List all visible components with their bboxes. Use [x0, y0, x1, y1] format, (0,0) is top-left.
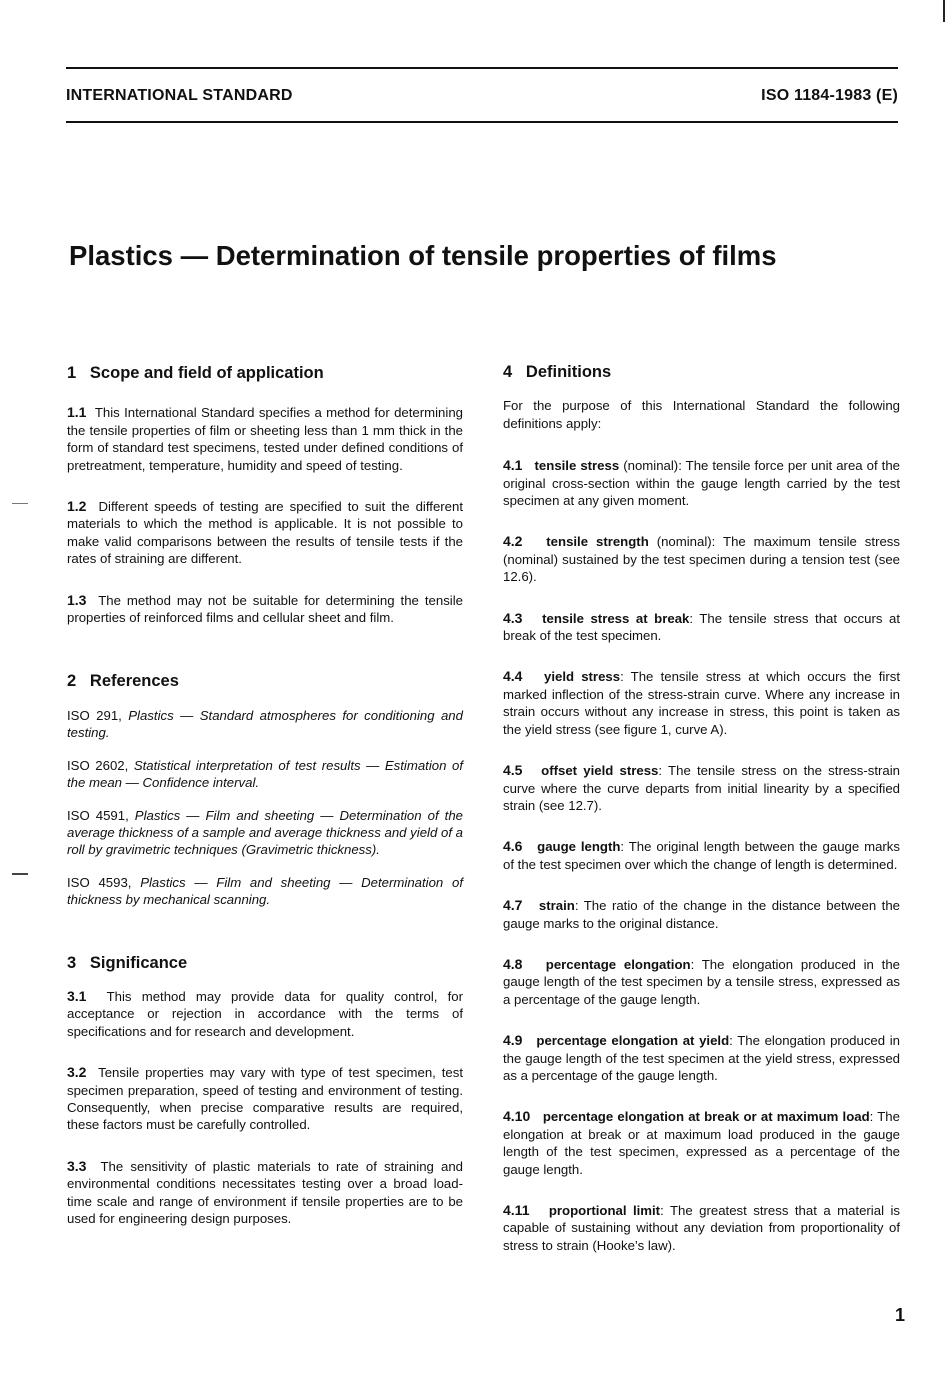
scan-margin-mark	[12, 873, 28, 875]
paragraph-text: Different speeds of testing are specified to suit the different materials to which the method is applicable. It is not possible to make valid comparisons between the results of tensile tests if the rates of straining are different.	[67, 499, 464, 567]
definition-4-4	[503, 668, 900, 738]
defined-term: percentage elongation	[545, 956, 691, 972]
clause-number: 4.9	[503, 1032, 523, 1049]
definition-text: (nominal): The maximum tensile stress (nominal) sustained by the test specimen during a tension test (see 12.6).	[503, 534, 900, 585]
definition-text: : The original length between the gauge marks of the test specimen over which the change of length is determined.	[503, 839, 900, 872]
reference-iso-4591	[67, 807, 463, 859]
clause-number: 3.1	[67, 987, 87, 1004]
document-title: Plastics — Determination of tensile properties of films	[69, 240, 777, 271]
page-number: 1	[895, 1305, 906, 1325]
section-heading-scope: 1 Scope and field of application	[67, 364, 324, 382]
definition-4-8	[503, 956, 900, 1008]
definition-4-9	[503, 1032, 900, 1084]
definition-4-7	[503, 897, 900, 932]
clause-number: 4.2	[503, 533, 523, 550]
paragraph-1-1	[67, 404, 463, 474]
definition-4-3	[503, 610, 900, 645]
definition-text: : The tensile stress that occurs at break of the test specimen.	[503, 610, 900, 644]
reference-iso-291	[67, 707, 463, 742]
defined-term: tensile strength	[546, 534, 649, 550]
definition-text: : The elongation at break or at maximum load produced in the gauge length of the test specimen, expressed as a percentage of the gauge length.	[503, 1109, 900, 1177]
section-heading-references: 2 References	[67, 672, 179, 691]
reference-iso-2602	[67, 757, 463, 792]
paragraph-text: This International Standard specifies a method for determining the tensile properties of film or sheeting less than 1 mm thick in the form of standard test specimens, tested under defined conditions of pretreatment, temperature, humidity and speed of testing.	[67, 405, 463, 473]
definition-text: (nominal): The tensile force per unit area of the original cross-section within the gauge length carried by the test specimen at any given moment.	[503, 458, 900, 509]
definition-4-10	[503, 1108, 900, 1178]
defined-term: proportional limit	[548, 1203, 661, 1218]
paragraph-1-3	[67, 592, 463, 627]
reference-code: ISO 291,	[67, 707, 122, 723]
header-top-rule	[66, 67, 898, 69]
defined-term: tensile stress	[534, 458, 620, 474]
clause-number: 4.4	[503, 668, 523, 685]
scan-margin-mark	[12, 503, 28, 504]
clause-number: 4.3	[503, 609, 523, 626]
reference-iso-4593	[67, 874, 463, 909]
paragraph-text: Tensile properties may vary with type of test specimen, test specimen preparation, speed of testing and environment of testing. Consequently, when precise comparative results are required, these factors must be carefully controlled.	[67, 1065, 464, 1133]
clause-number: 3.3	[67, 1157, 87, 1174]
clause-number: 4.7	[503, 897, 523, 914]
definitions-intro: For the purpose of this International Standard the following definitions apply:	[503, 398, 900, 431]
definition-text: : The tensile stress at which occurs the first marked inflection of the stress-strain curve. Where any increase in strain occurs without any increase in stress, this point is taken as the yield stress (see figure 1, curve A).	[503, 669, 901, 737]
reference-title: Statistical interpretation of test results — Estimation of the mean — Confidence interval.	[67, 757, 463, 791]
definition-4-11	[503, 1202, 900, 1254]
reference-title: Plastics — Film and sheeting — Determination of the average thickness of a sample and average thickness and yield of a roll by gravimetric techniques (Gravimetric thickness).	[67, 807, 463, 858]
paragraph-3-3	[67, 1158, 463, 1228]
paragraph-text: The method may not be suitable for determining the tensile properties of reinforced films and cellular sheet and film.	[67, 592, 463, 626]
defined-term: tensile stress at break	[542, 610, 690, 626]
clause-number: 3.2	[67, 1064, 87, 1081]
section-heading-significance: 3 Significance	[67, 953, 188, 972]
paragraph-1-2	[67, 498, 463, 568]
defined-term: gauge length	[537, 839, 621, 855]
section-heading-definitions: 4 Definitions	[503, 363, 612, 381]
paragraph-text: The sensitivity of plastic materials to rate of straining and environmental conditions necessitates testing over a broad load-time scale and range of environment if tensile properties are to be used for engineering design purposes.	[67, 1158, 463, 1226]
defined-term: yield stress	[543, 669, 621, 685]
defined-term: offset yield stress	[541, 763, 659, 779]
definition-text: : The elongation produced in the gauge length of the test specimen at the yield stress, expressed as a percentage of the gauge length.	[503, 1033, 900, 1083]
clause-number: 4.5	[503, 762, 523, 779]
reference-code: ISO 2602,	[67, 757, 129, 773]
clause-number: 4.8	[503, 955, 523, 972]
defined-term: percentage elongation at yield	[536, 1033, 730, 1049]
definition-text: : The greatest stress that a material is capable of sustaining without any deviation from proportionality of stress to strain (Hooke’s law).	[503, 1203, 900, 1253]
clause-number: 4.10	[503, 1108, 531, 1125]
reference-title: Plastics — Standard atmospheres for conditioning and testing.	[67, 707, 463, 741]
defined-term: strain	[538, 898, 575, 914]
scan-edge-mark	[943, 0, 945, 22]
definition-text: : The ratio of the change in the distance between the gauge marks to the original distance.	[503, 898, 900, 931]
clause-number: 1.3	[67, 591, 87, 608]
definition-text: : The tensile stress on the stress-strain curve where the curve departs from initial linearity by a specified strain (see 12.7).	[503, 763, 900, 813]
clause-number: 1.2	[67, 498, 87, 515]
reference-code: ISO 4591,	[67, 807, 129, 823]
paragraph-text: This method may provide data for quality control, for acceptance or rejection in accordance with the terms of specifications and for research and development.	[67, 988, 463, 1039]
definition-text: : The elongation produced in the gauge length of the test specimen by a tensile stress, expressed as a percentage of the gauge length.	[503, 956, 900, 1007]
definition-4-6	[503, 838, 900, 873]
clause-number: 4.11	[503, 1202, 530, 1218]
paragraph-3-2	[67, 1064, 463, 1134]
clause-number: 1.1	[67, 404, 87, 421]
definition-4-1	[503, 457, 900, 509]
definition-4-5	[503, 762, 900, 814]
left-column	[67, 365, 463, 1227]
right-column	[503, 364, 900, 1254]
header-bottom-rule	[66, 121, 898, 123]
paragraph-3-1	[67, 988, 463, 1040]
reference-title: Plastics — Film and sheeting — Determination of thickness by mechanical scanning.	[67, 874, 463, 908]
standard-type-label: INTERNATIONAL STANDARD	[66, 87, 293, 104]
clause-number: 4.1	[503, 457, 523, 474]
standard-number: ISO 1184-1983 (E)	[761, 87, 898, 104]
reference-code: ISO 4593,	[67, 874, 132, 890]
defined-term: percentage elongation at break or at maximum load	[542, 1109, 870, 1125]
clause-number: 4.6	[503, 838, 523, 855]
definition-4-2	[503, 533, 900, 585]
